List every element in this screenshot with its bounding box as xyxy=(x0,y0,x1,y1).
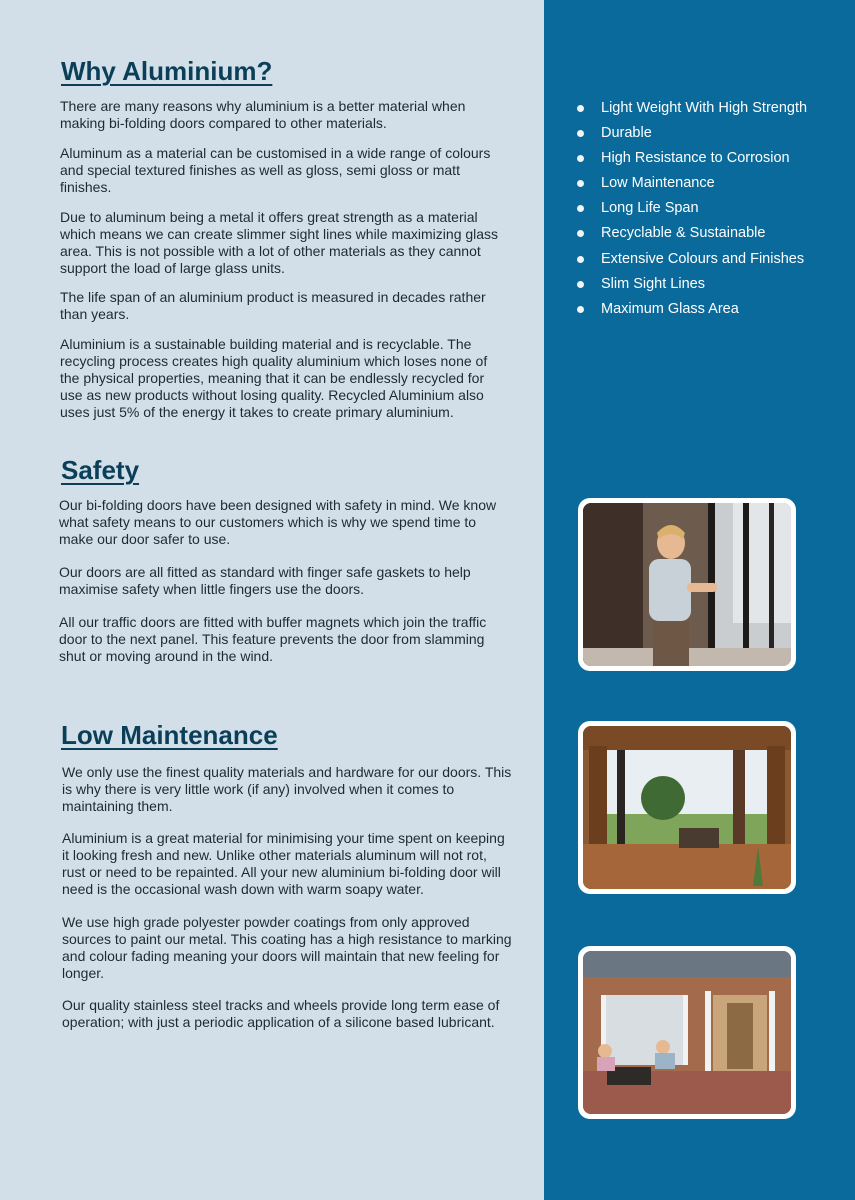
feature-label: Durable xyxy=(601,125,652,142)
maintenance-paragraph-1: We only use the finest quality materials and hardware for our doors. This is why there is very little work (if any) involved when it comes to maintaining them. xyxy=(62,764,512,814)
why-paragraph-5: Aluminium is a sustainable building material and is recyclable. The recycling process creates high quality aluminium which loses none of the physical properties, meaning that it can be endlessly recycled for use as new products without losing quality. Recycled Aluminium also uses just 5% of the energy it takes to create primary aluminium. xyxy=(60,336,488,420)
bullet-icon xyxy=(577,205,584,212)
garden-room-photo xyxy=(578,721,796,894)
bullet-icon xyxy=(577,105,584,112)
bullet-icon xyxy=(577,281,584,288)
feature-item xyxy=(575,273,807,298)
feature-item xyxy=(575,147,807,172)
feature-label: Slim Sight Lines xyxy=(601,275,705,292)
bullet-icon xyxy=(577,155,584,162)
feature-label: Light Weight With High Strength xyxy=(601,100,808,116)
why-paragraph-3: Due to aluminum being a metal it offers great strength as a material which means we can create slimmer sight lines while maximizing glass area. This is not possible with a lot of other materials as they cannot support the load of large glass units. xyxy=(60,209,499,276)
feature-item xyxy=(575,222,807,247)
feature-label: Extensive Colours and Finishes xyxy=(601,250,805,267)
bullet-icon xyxy=(577,256,584,263)
patio-photo xyxy=(578,946,796,1119)
maintenance-paragraph-4: Our quality stainless steel tracks and wheels provide long term ease of operation; with just a periodic application of a silicone based lubricant. xyxy=(62,997,500,1030)
bullet-icon xyxy=(577,130,584,137)
features-list xyxy=(575,97,807,323)
feature-label: Low Maintenance xyxy=(601,175,715,192)
feature-item xyxy=(575,97,807,122)
feature-label: High Resistance to Corrosion xyxy=(601,150,790,167)
safety-paragraph-2: Our doors are all fitted as standard with finger safe gaskets to help maximise safety when little fingers use the doors. xyxy=(59,564,471,597)
safety-paragraph-3: All our traffic doors are fitted with buffer magnets which join the traffic door to the next panel. This feature prevents the door from slamming shut or moving around in the wind. xyxy=(59,614,487,664)
why-paragraph-2: Aluminum as a material can be customised in a wide range of colours and special textured finishes as well as gloss, semi gloss or matt finishes. xyxy=(60,145,491,195)
feature-label: Recyclable & Sustainable xyxy=(601,225,766,242)
feature-item xyxy=(575,197,807,222)
why-paragraph-4: The life span of an aluminium product is measured in decades rather than years. xyxy=(60,289,486,322)
feature-item xyxy=(575,248,807,273)
feature-label: Long Life Span xyxy=(601,200,699,217)
garden-room-image xyxy=(583,726,791,889)
bullet-icon xyxy=(577,180,584,187)
feature-item xyxy=(575,298,807,323)
safety-photo xyxy=(578,498,796,671)
feature-label: Maximum Glass Area xyxy=(601,300,739,317)
feature-item xyxy=(575,122,807,147)
low-maintenance-heading: Low Maintenance xyxy=(61,720,278,750)
maintenance-paragraph-2: Aluminium is a great material for minimising your time spent on keeping it looking fresh and new. Unlike other materials aluminum will not rot, rust or need to be repainted. All your new aluminium bi-folding door will need is the occasional wash down with warm soapy water. xyxy=(62,830,505,897)
why-paragraph-1: There are many reasons why aluminium is a better material when making bi-folding doors compared to other materials. xyxy=(60,98,466,131)
why-aluminium-heading: Why Aluminium? xyxy=(61,56,273,86)
bullet-icon xyxy=(577,230,584,237)
safety-heading: Safety xyxy=(61,455,140,485)
patio-image xyxy=(583,951,791,1114)
bullet-icon xyxy=(577,306,584,313)
safety-paragraph-1: Our bi-folding doors have been designed with safety in mind. We know what safety means to our customers which is why we spend time to make our door safer to use. xyxy=(59,497,497,547)
feature-item xyxy=(575,172,807,197)
child-at-door-image xyxy=(583,503,791,666)
maintenance-paragraph-3: We use high grade polyester powder coatings from only approved sources to paint our metal. This coating has a high resistance to marking and colour fading meaning your doors will maintain that new feeling for longer. xyxy=(62,914,512,981)
